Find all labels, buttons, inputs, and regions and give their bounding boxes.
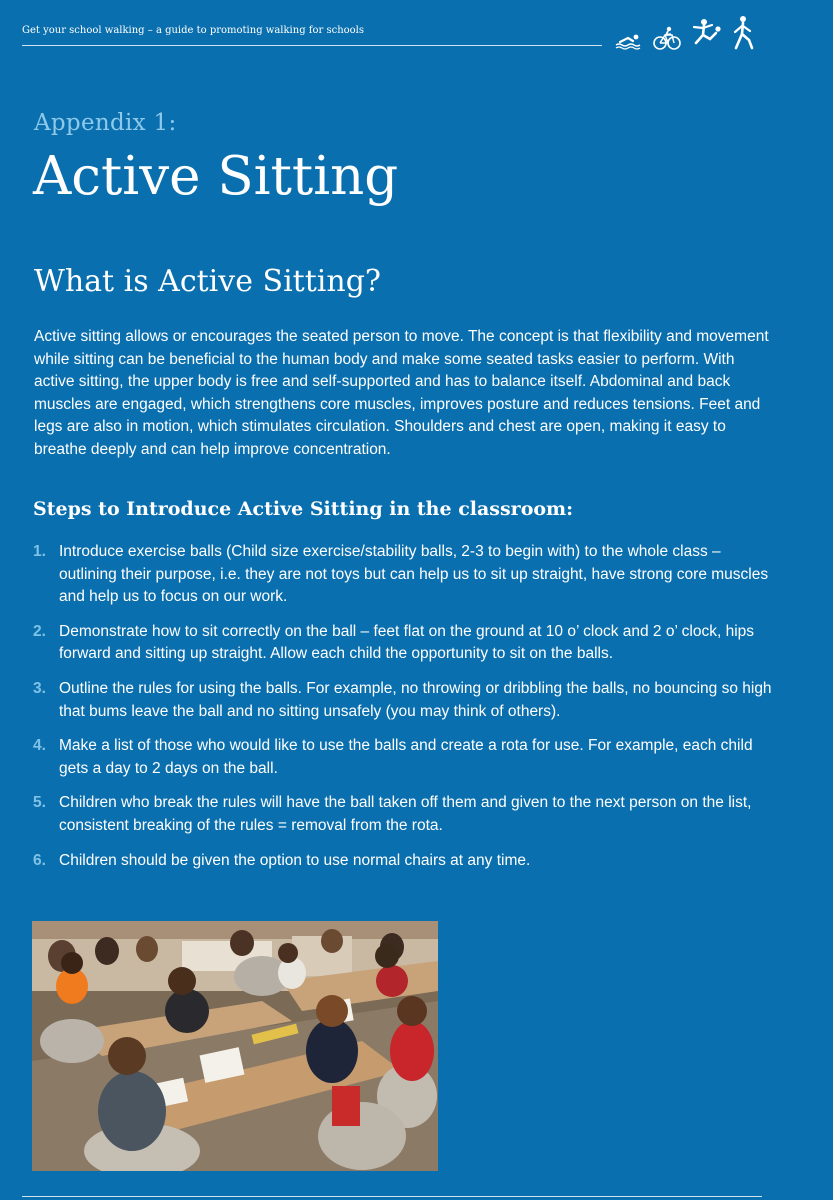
list-item [33,850,778,873]
step-number: 6. [33,851,46,869]
steps-heading: Steps to Introduce Active Sitting in the classroom: [33,498,574,520]
appendix-label: Appendix 1: [34,110,177,136]
page-title: Active Sitting [33,146,399,207]
step-number: 4. [33,737,46,755]
step-number: 5. [33,794,46,812]
step-text: Make a list of those who would like to use the balls and create a rota for use. For example, each child gets a day to 2 days on the ball. [59,737,753,777]
section-heading: What is Active Sitting? [34,264,381,299]
step-text: Children should be given the option to use normal chairs at any time. [59,851,531,869]
football-icon [690,17,722,51]
step-number: 2. [33,622,46,640]
classroom-photo [32,921,438,1171]
list-item [33,735,778,780]
step-text: Outline the rules for using the balls. For example, no throwing or dribbling the balls, no bouncing so high that bums leave the ball and no sitting unsafely (you may think of others). [59,679,772,720]
step-text: Introduce exercise balls (Child size exercise/stability balls, 2-3 to begin with) to the whole class – outlining their purpose, i.e. they are not toys but can help us to sit up straight, have strong core muscles and help us to focus on our work. [59,543,769,606]
steps-list [33,541,778,884]
header-divider [22,45,602,46]
list-item [33,621,778,666]
step-number: 1. [33,543,46,560]
swimming-icon [614,29,644,51]
step-text: Children who break the rules will have the ball taken off them and given to the next person on the list, consistent breaking of the rules = removal from the rota. [59,794,752,834]
activity-icons [614,15,758,51]
list-item [33,541,778,609]
intro-paragraph: Active sitting allows or encourages the seated person to move. The concept is that flexibility and movement while sitting can be beneficial to the human body and make some seated tasks easier to perform. With active sitting, the upper body is free and self-supported and has to balance itself. Abdominal and back muscles are engaged, which strengthens core muscles, improves posture and reduces tensions. Feet and legs are also in motion, which stimulates circulation. Shoulders and chest are open, making it easy to breathe deeply and can help improve concentration. [34,328,769,458]
step-text: Demonstrate how to sit correctly on the ball – feet flat on the ground at 10 o’ clock and 2 o’ clock, hips forward and sitting up straight. Allow each child the opportunity to sit on the balls. [59,622,755,663]
footer-divider [22,1196,762,1197]
running-header: Get your school walking – a guide to promoting walking for schools [22,25,365,36]
list-item [33,678,778,723]
cycling-icon [652,25,682,51]
step-number: 3. [33,679,46,697]
walking-icon [730,15,758,51]
list-item [33,792,778,837]
